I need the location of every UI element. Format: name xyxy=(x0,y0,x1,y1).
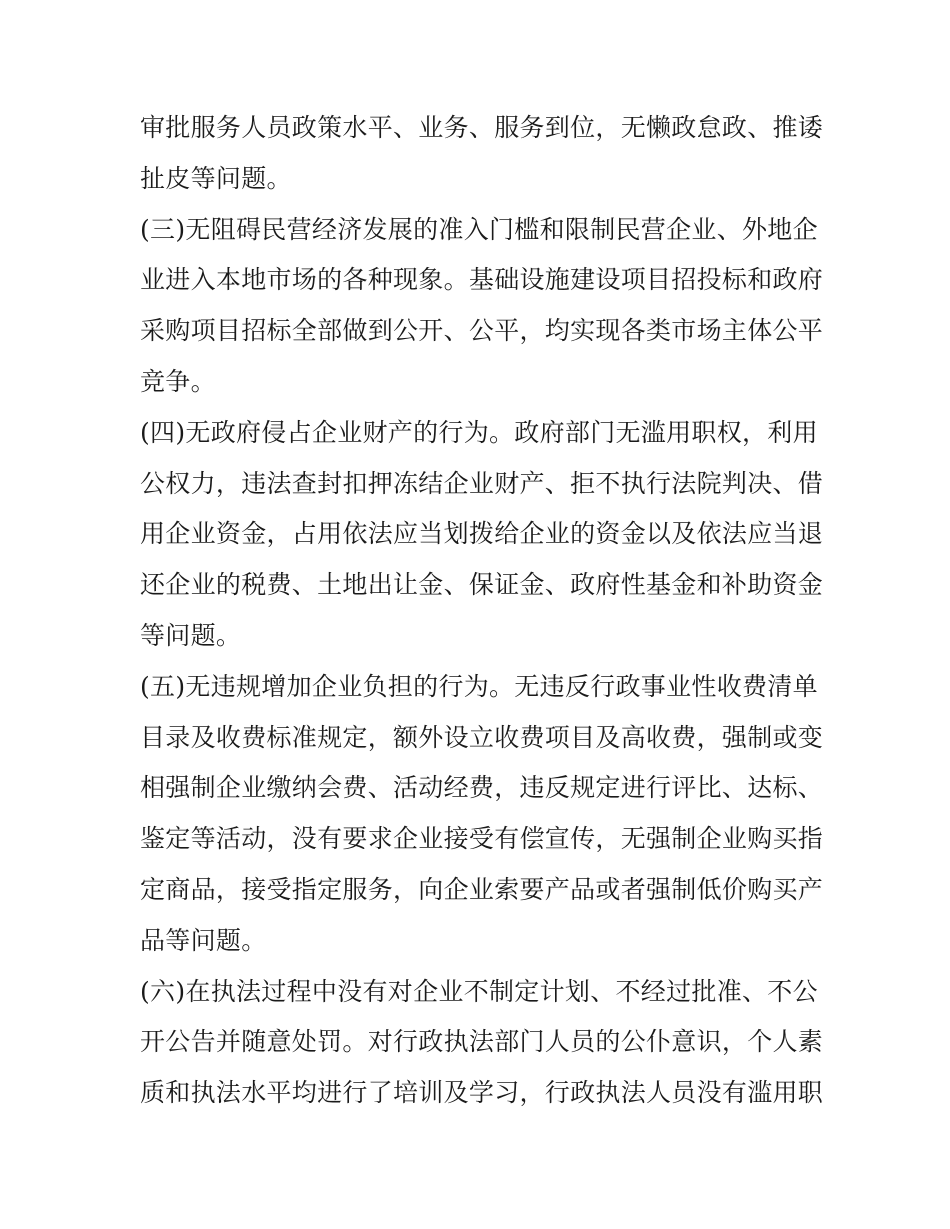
text-line: (四)无政府侵占企业财产的行为。政府部门无滥用职权，利用 xyxy=(140,417,818,447)
text-line: 扯皮等问题。 xyxy=(140,163,292,193)
text-line: (三)无阻碍民营经济发展的准入门槛和限制民营企业、外地企 xyxy=(140,214,818,244)
text-line: 相强制企业缴纳会费、活动经费，违反规定进行评比、达标、 xyxy=(140,773,824,803)
text-line: 等问题。 xyxy=(140,620,242,650)
text-line: 定商品，接受指定服务，向企业索要产品或者强制低价购买产 xyxy=(140,874,824,904)
body-text xyxy=(140,103,824,1119)
text-line: 品等问题。 xyxy=(140,925,267,955)
text-line: 业进入本地市场的各种现象。基础设施建设项目招投标和政府 xyxy=(140,265,824,295)
text-line: 鉴定等活动，没有要求企业接受有偿宣传，无强制企业购买指 xyxy=(140,824,824,854)
text-line: 采购项目招标全部做到公开、公平，均实现各类市场主体公平 xyxy=(140,316,824,346)
text-line: 还企业的税费、土地出让金、保证金、政府性基金和补助资金 xyxy=(140,570,824,600)
text-line: (六)在执法过程中没有对企业不制定计划、不经过批准、不公 xyxy=(140,976,818,1006)
text-line: 审批服务人员政策水平、业务、服务到位，无懒政怠政、推诿 xyxy=(140,113,824,142)
text-line: 目录及收费标准规定，额外设立收费项目及高收费，强制或变 xyxy=(140,722,824,752)
text-line: 公权力，违法查封扣押冻结企业财产、拒不执行法院判决、借 xyxy=(140,468,824,498)
text-line: 开公告并随意处罚。对行政执法部门人员的公仆意识，个人素 xyxy=(140,1027,824,1057)
text-line: 用企业资金，占用依法应当划拨给企业的资金以及依法应当退 xyxy=(140,519,824,549)
text-line: (五)无违规增加企业负担的行为。无违反行政事业性收费清单 xyxy=(140,671,818,701)
text-line: 质和执法水平均进行了培训及学习，行政执法人员没有滥用职 xyxy=(140,1078,824,1108)
text-line: 竞争。 xyxy=(140,366,216,396)
